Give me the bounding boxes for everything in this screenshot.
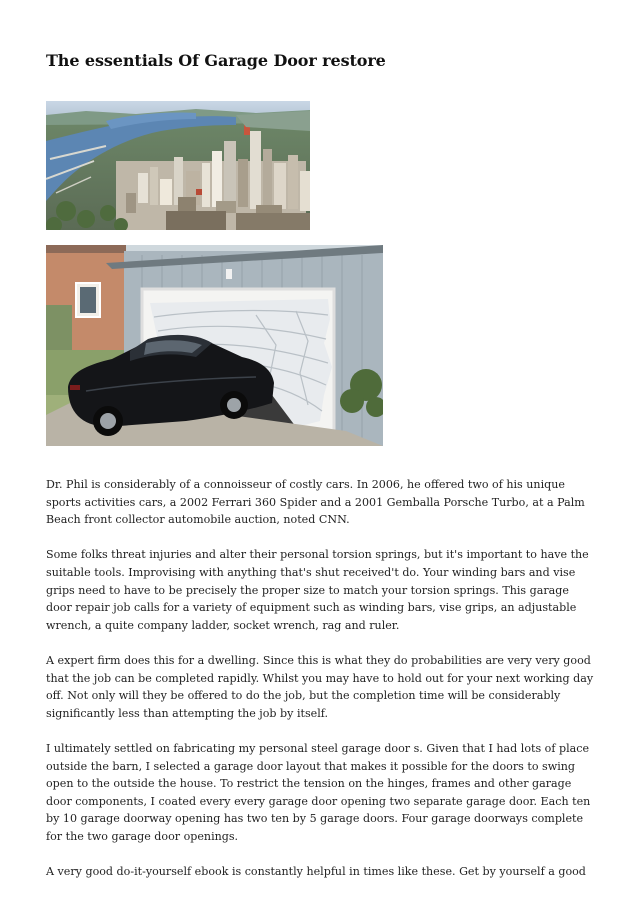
page-title: The essentials Of Garage Door restore [46,51,386,70]
paragraph: A very good do-it-yourself ebook is constantly helpful in times like these. Get by yourself a good [46,865,586,879]
paragraph: Dr. Phil is considerably of a connoisseur of costly cars. In 2006, he offered two of his unique sports activities cars, a 2002 Ferrari 360 Spider and a 2001 Gemballa Porsche Turbo, at a Palm Beach front collector automobile auction, noted CNN. [46,478,585,527]
city-aerial-photo [46,101,310,230]
paragraph: Some folks threat injuries and alter their personal torsion springs, but it's important to have the suitable tools. Improvising with anything that's shut received't do. Your winding bars and vise grips need to have to be precisely the proper size to match your torsion springs. This garage door repair job calls for a variety of equipment such as winding bars, vise grips, an adjustable wrench, a quite company ladder, socket wrench, rag and ruler. [46,548,589,632]
car-in-garage-door-photo [46,245,383,446]
paragraph: I ultimately settled on fabricating my personal steel garage door s. Given that I had lots of place outside the barn, I selected a garage door layout that makes it possible for the doors to swing open to the outside the house. To restrict the tension on the hinges, frames and other garage door components, I coated every every garage door opening two separate garage door. Each ten by 10 garage doorway opening has two ten by 5 garage doors. Four garage doorways complete for the two garage door openings. [46,741,591,843]
article-body [46,476,594,898]
paragraph: A expert firm does this for a dwelling. Since this is what they do probabilities are very very good that the job can be completed rapidly. Whilst you may have to hold out for your next working day off. Not only will they be offered to do the job, but the completion time will be considerably significantly less than attempting the job by itself. [46,653,594,720]
